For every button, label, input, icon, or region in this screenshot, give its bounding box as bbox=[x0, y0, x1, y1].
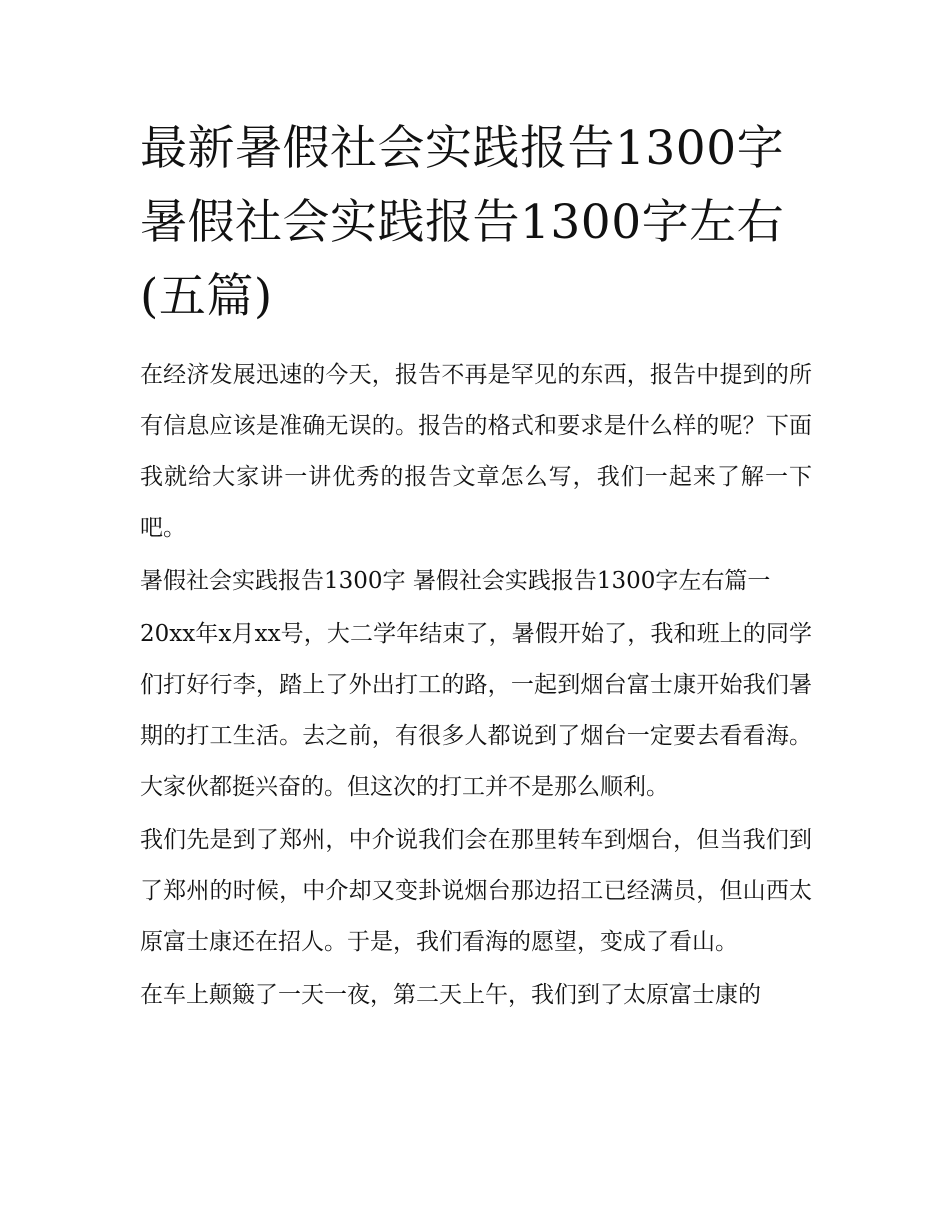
intro-paragraph: 在经济发展迅速的今天，报告不再是罕见的东西，报告中提到的所有信息应该是准确无误的。报告的格式和要求是什么样的呢？下面我就给大家讲一讲优秀的报告文章怎么写，我们一起来了解一下吧。 bbox=[140, 362, 812, 541]
section-heading: 暑假社会实践报告1300字 暑假社会实践报告1300字左右篇一 bbox=[140, 568, 771, 594]
body-paragraph-3: 在车上颠簸了一天一夜，第二天上午，我们到了太原富士康的 bbox=[140, 982, 761, 1008]
body-paragraph-1: 20xx年x月xx号，大二学年结束了，暑假开始了，我和班上的同学们打好行李，踏上了外出打工的路，一起到烟台富士康开始我们暑期的打工生活。去之前，有很多人都说到了烟台一定要去看看海。大家伙都挺兴奋的。但这次的打工并不是那么顺利。 bbox=[140, 621, 812, 800]
document-page bbox=[140, 112, 812, 1023]
body-paragraph-2: 我们先是到了郑州，中介说我们会在那里转车到烟台，但当我们到了郑州的时候，中介却又变卦说烟台那边招工已经满员，但山西太原富士康还在招人。于是，我们看海的愿望，变成了看山。 bbox=[140, 827, 812, 955]
document-title: 最新暑假社会实践报告1300字 暑假社会实践报告1300字左右(五篇) bbox=[140, 121, 785, 324]
